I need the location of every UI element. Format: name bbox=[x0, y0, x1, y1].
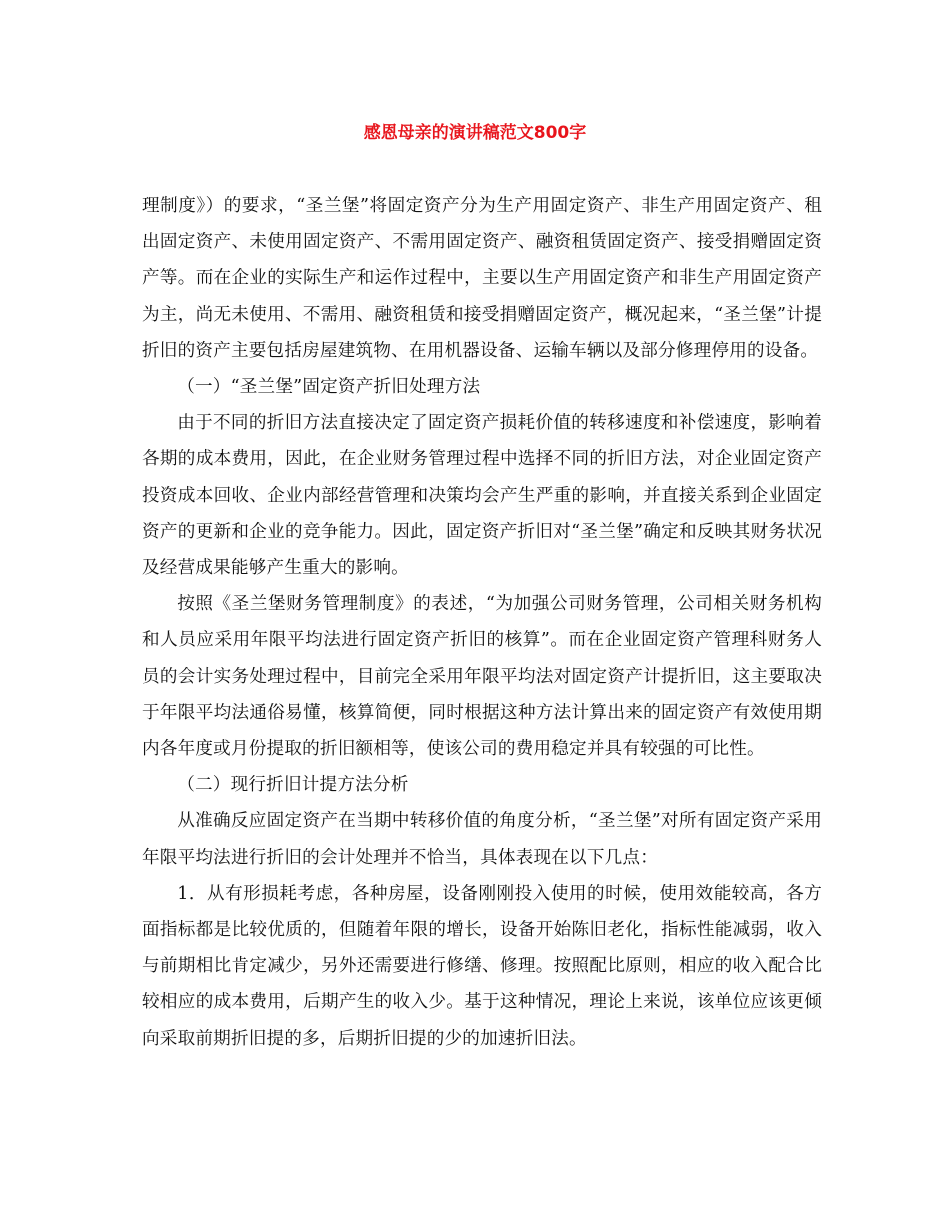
paragraph-analysis-intro: 从准确反应固定资产在当期中转移价值的角度分析，“圣兰堡”对所有固定资产采用年限平均法进行折旧的会计处理并不恰当，具体表现在以下几点： bbox=[142, 811, 822, 868]
section-heading-1: （一）“圣兰堡”固定资产折旧处理方法 bbox=[177, 377, 481, 398]
paragraph-management-rule: 按照《圣兰堡财务管理制度》的表述，“为加强公司财务管理，公司相关财务机构和人员应采用年限平均法进行固定资产折旧的核算”。而在企业固定资产管理科财务人员的会计实务处理过程中，目前完全采用年限平均法对固定资产计提折旧，这主要取决于年限平均法通俗易懂，核算简便，同时根据这种方法计算出来的固定资产有效使用期内各年度或月份提取的折旧额相等，使该公司的费用稳定并具有较强的可比性。 bbox=[142, 594, 822, 760]
paragraph-point-1: 1．从有形损耗考虑，各种房屋，设备刚刚投入使用的时候，使用效能较高，各方面指标都是比较优质的，但随着年限的增长，设备开始陈旧老化，指标性能减弱，收入与前期相比肯定减少，另外还需要进行修缮、修理。按照配比原则，相应的收入配合比较相应的成本费用，后期产生的收入少。基于这种情况，理论上来说，该单位应该更倾向采取前期折旧提的多，后期折旧提的少的加速折旧法。 bbox=[142, 883, 822, 1049]
document-title: 感恩母亲的演讲稿范文800字 bbox=[363, 123, 587, 143]
document-body bbox=[142, 188, 822, 1057]
section-heading-2: （二）现行折旧计提方法分析 bbox=[177, 775, 409, 796]
paragraph-depreciation-impact: 由于不同的折旧方法直接决定了固定资产损耗价值的转移速度和补偿速度，影响着各期的成本费用，因此，在企业财务管理过程中选择不同的折旧方法，对企业固定资产投资成本回收、企业内部经营管理和决策均会产生严重的影响，并直接关系到企业固定资产的更新和企业的竞争能力。因此，固定资产折旧对“圣兰堡”确定和反映其财务状况及经营成果能够产生重大的影响。 bbox=[142, 413, 822, 579]
paragraph-intro: 理制度》）的要求，“圣兰堡”将固定资产分为生产用固定资产、非生产用固定资产、租出固定资产、未使用固定资产、不需用固定资产、融资租赁固定资产、接受捐赠固定资产等。而在企业的实际生产和运作过程中，主要以生产用固定资产和非生产用固定资产为主，尚无未使用、不需用、融资租赁和接受捐赠固定资产，概况起来，“圣兰堡”计提折旧的资产主要包括房屋建筑物、在用机器设备、运输车辆以及部分修理停用的设备。 bbox=[142, 196, 822, 361]
